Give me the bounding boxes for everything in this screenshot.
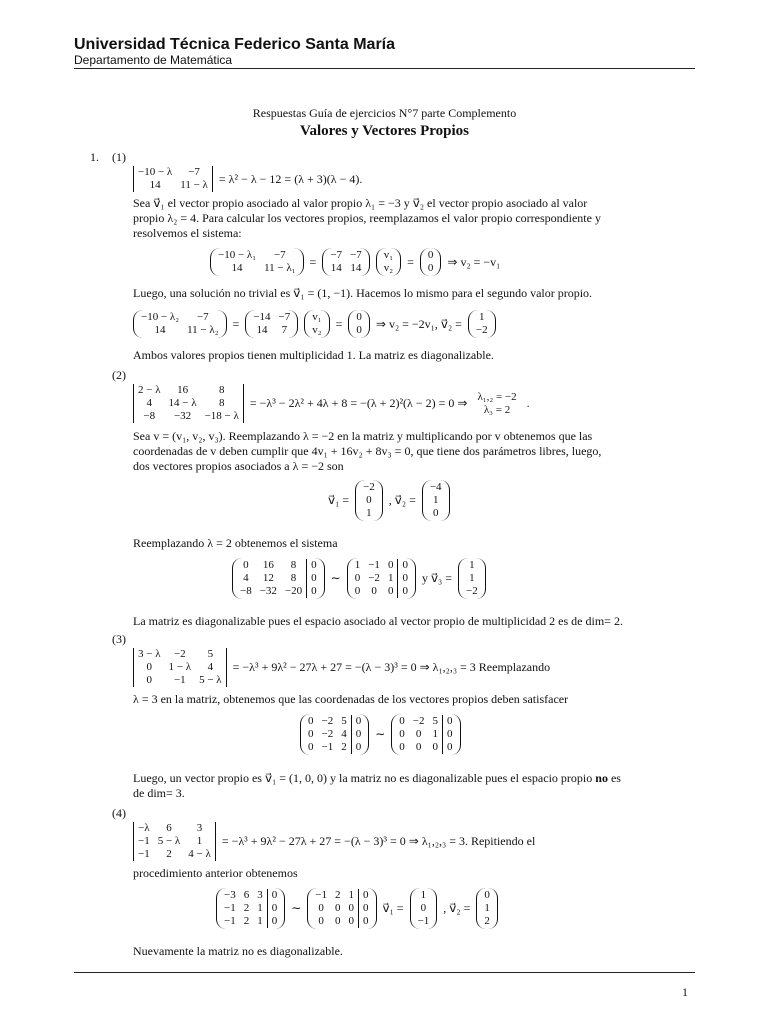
part-label-1: (1) (112, 150, 126, 164)
p1-text-3: resolvemos el sistema: (133, 226, 242, 240)
p3-text-1: λ = 3 en la matriz, obtenemos que las coordenadas de los vectores propios deben satisfacer (133, 692, 569, 706)
p1-implication-2: ⇒ v₂ = −2v₁, v⃗₂ = (375, 316, 462, 331)
p1-conclusion: Ambos valores propios tienen multiplicidad 1. La matriz es diagonalizable. (133, 348, 494, 362)
part-label-3: (3) (112, 632, 126, 646)
p3-det-row: 3 − λ −2 5 0 1 − λ 4 0 −1 5 − λ = −λ³ + 9λ² − 27λ + 27 = −(λ − 3)³ = 0 ⇒ λ₁,₂,₃ = 3 Reemplazando (133, 648, 550, 687)
p2-text-2: coordenadas de v deben cumplir que 4v₁ + 16v₂ + 8v₃ = 0, que tiene dos parámetros libres, luego, (133, 444, 602, 458)
p1-text-2: propio λ₂ = 4. Para calcular los vectores propios, reemplazamos el valor propio correspondiente y (133, 211, 601, 225)
p3-text-2: Luego, un vector propio es v⃗₁ = (1, 0, 0) y la matriz no es diagonalizable pues el espacio propio no es (133, 771, 621, 785)
p1-implication-1: ⇒ v₂ = −v₁ (447, 254, 501, 269)
p1-system-2: −10 − λ₂ −7 14 11 − λ₂ = −14 −7 14 7 v₁ v₂ = 0 0 ⇒ v₂ = −2v₁, v⃗₂ = 1 −2 (133, 310, 496, 338)
part-label-2: (2) (112, 368, 126, 382)
p1-text-1: Sea v⃗₁ el vector propio asociado al valor propio λ₁ = −3 y v⃗₂ el vector propio asociado al valor (133, 196, 588, 210)
p4-text-1: procedimiento anterior obtenemos (133, 866, 298, 880)
p2-conclusion: La matriz es diagonalizable pues el espacio asociado al vector propio de multiplicidad 2 es de dim= 2. (133, 614, 623, 628)
p4-char-poly: = −λ³ + 9λ² − 27λ + 27 = −(λ − 3)³ = 0 ⇒ λ₁,₂,₃ = 3. Repitiendo el (221, 834, 536, 848)
department-name: Departamento de Matemática (74, 53, 233, 67)
doc-subtitle: Respuestas Guía de ejercicios N°7 parte Complemento (252, 106, 517, 120)
header-rule (74, 68, 695, 69)
page-number: 1 (682, 985, 688, 999)
footer-rule (74, 972, 695, 973)
p1-text-4: Luego, una solución no trivial es v⃗₁ = (1, −1). Hacemos lo mismo para el segundo valor propio. (133, 286, 593, 300)
part-label-4: (4) (112, 806, 126, 820)
p2-det-row: 2 − λ 16 8 4 14 − λ 8 −8 −32 −18 − λ = −λ³ − 2λ² + 4λ + 8 = −(λ + 2)²(λ − 2) = 0 ⇒ λ₁,₂ = −2 λ₃ = 2 . (133, 384, 530, 423)
p2-augmented-system: 0 16 8 0 4 12 8 0 −8 −32 −20 0 ∼ 1 −1 0 0 0 −2 1 0 0 0 0 0 y v⃗₃ = 1 1 −2 (232, 558, 486, 599)
doc-title: Valores y Vectores Propios (299, 123, 470, 139)
p2-char-poly: = −λ³ − 2λ² + 4λ + 8 = −(λ + 2)²(λ − 2) = 0 ⇒ (249, 396, 468, 410)
p3-char-poly: = −λ³ + 9λ² − 27λ + 27 = −(λ − 3)³ = 0 ⇒ λ₁,₂,₃ = 3 Reemplazando (232, 660, 551, 674)
p1-determinant: −10 − λ −7 14 11 − λ (133, 166, 213, 192)
p3-text-3: de dim= 3. (133, 786, 185, 800)
item-number: 1. (90, 150, 99, 164)
p1-det-row (133, 166, 362, 192)
p2-text-3: dos vectores propios asociados a λ = −2 son (133, 459, 344, 473)
p1-char-poly: = λ² − λ − 12 = (λ + 3)(λ − 4). (218, 171, 363, 186)
p4-augmented-system: −3 6 3 0 −1 2 1 0 −1 2 1 0 ∼ −1 2 1 0 0 0 0 0 0 0 0 0 v⃗₁ = 1 0 −1 , v⃗₂ = 0 1 2 (216, 888, 498, 929)
p2-text-1: Sea v = (v₁, v₂, v₃). Reemplazando λ = −2 en la matriz y multiplicando por v obtenemos que las (133, 429, 593, 443)
p3-augmented-system: 0 −2 5 0 0 −2 4 0 0 −1 2 0 ∼ 0 −2 5 0 0 0 1 0 0 0 0 0 (300, 714, 461, 755)
p4-conclusion: Nuevamente la matriz no es diagonalizable. (133, 944, 343, 958)
p4-det-row: −λ 6 3 −1 5 − λ 1 −1 2 4 − λ = −λ³ + 9λ² − 27λ + 27 = −(λ − 3)³ = 0 ⇒ λ₁,₂,₃ = 3. Repitiendo el (133, 822, 535, 861)
p1-system-1: −10 − λ₁ −7 14 11 − λ₁ = −7 −7 14 14 v₁ v₂ = 0 0 ⇒ v₂ = −v₁ (210, 248, 500, 276)
p2-eigenvectors: v⃗₁ = −2 0 1 , v⃗₂ = −4 1 0 (328, 480, 450, 521)
p2-text-4: Reemplazando λ = 2 obtenemos el sistema (133, 536, 338, 550)
university-name: Universidad Técnica Federico Santa María (74, 36, 396, 53)
